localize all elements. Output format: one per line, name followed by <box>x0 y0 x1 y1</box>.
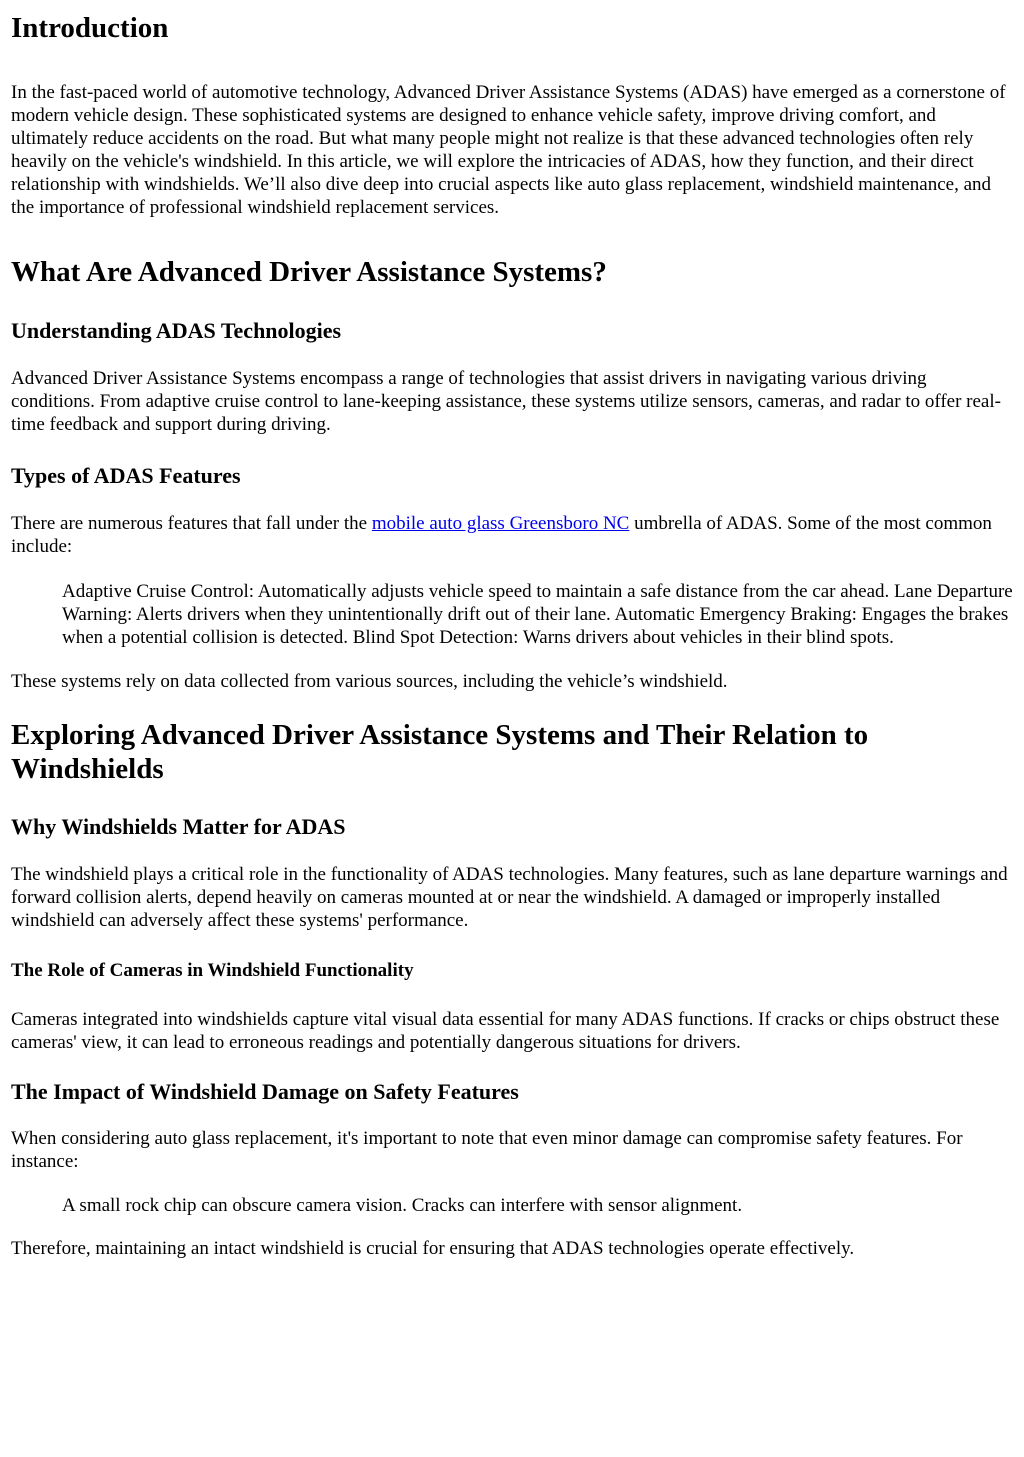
types-of-adas-heading: Types of ADAS Features <box>11 463 241 488</box>
systems-rely-paragraph: These systems rely on data collected from various sources, including the vehicle’s windshield. <box>11 671 728 692</box>
types-of-adas-paragraph <box>11 512 1014 558</box>
therefore-paragraph: Therefore, maintaining an intact windshield is crucial for ensuring that ADAS technologies operate effectively. <box>11 1238 855 1259</box>
exploring-adas-heading: Exploring Advanced Driver Assistance Systems and Their Relation to Windshields <box>11 719 869 785</box>
mobile-auto-glass-link[interactable]: mobile auto glass Greensboro NC <box>371 513 630 534</box>
cameras-role-paragraph: Cameras integrated into windshields capture vital visual data essential for many ADAS functions. If cracks or chips obstruct these cameras' view, it can lead to erroneous readings and potentially dangerous situations for drivers. <box>11 1009 1000 1053</box>
introduction-heading: Introduction <box>11 12 169 44</box>
damage-examples-blockquote: A small rock chip can obscure camera vision. Cracks can interfere with sensor alignment. <box>62 1195 743 1216</box>
windshield-damage-impact-heading: The Impact of Windshield Damage on Safety Features <box>11 1079 519 1104</box>
types-text-before: There are numerous features that fall under the <box>11 513 372 534</box>
types-text-after: umbrella of ADAS. Some of the most common include: <box>11 513 992 557</box>
windshield-damage-impact-paragraph: When considering auto glass replacement, it's important to note that even minor damage can compromise safety features. For instance: <box>11 1128 963 1172</box>
understanding-adas-heading: Understanding ADAS Technologies <box>11 318 342 343</box>
why-windshields-paragraph: The windshield plays a critical role in the functionality of ADAS technologies. Many features, such as lane departure warnings and forward collision alerts, depend heavily on cameras mounted at or near the windshield. A damaged or improperly installed windshield can adversely affect these systems' performance. <box>11 864 1008 931</box>
article <box>0 11 1024 1260</box>
introduction-paragraph: In the fast-paced world of automotive technology, Advanced Driver Assistance Systems (ADAS) have emerged as a cornerstone of modern vehicle design. These sophisticated systems are designed to enhance vehicle safety, improve driving comfort, and ultimately reduce accidents on the road. But what many people might not realize is that these advanced technologies often rely heavily on the vehicle's windshield. In this article, we will explore the intricacies of ADAS, how they function, and their direct relationship with windshields. We’ll also dive deep into crucial aspects like auto glass replacement, windshield maintenance, and the importance of professional windshield replacement services. <box>11 82 1006 218</box>
why-windshields-heading: Why Windshields Matter for ADAS <box>11 814 346 839</box>
understanding-adas-paragraph: Advanced Driver Assistance Systems encompass a range of technologies that assist drivers in navigating various driving conditions. From adaptive cruise control to lane-keeping assistance, these systems utilize sensors, cameras, and radar to offer real-time feedback and support during driving. <box>11 368 1001 435</box>
cameras-role-heading: The Role of Cameras in Windshield Functionality <box>11 960 414 981</box>
adas-features-blockquote: Adaptive Cruise Control: Automatically adjusts vehicle speed to maintain a safe distance from the car ahead. Lane Departure Warning: Alerts drivers when they unintentionally drift out of their lane. Automatic Emergency Braking: Engages the brakes when a potential collision is detected. Blind Spot Detection: Warns drivers about vehicles in their blind spots. <box>62 581 1013 648</box>
what-are-adas-heading: What Are Advanced Driver Assistance Systems? <box>11 256 607 288</box>
